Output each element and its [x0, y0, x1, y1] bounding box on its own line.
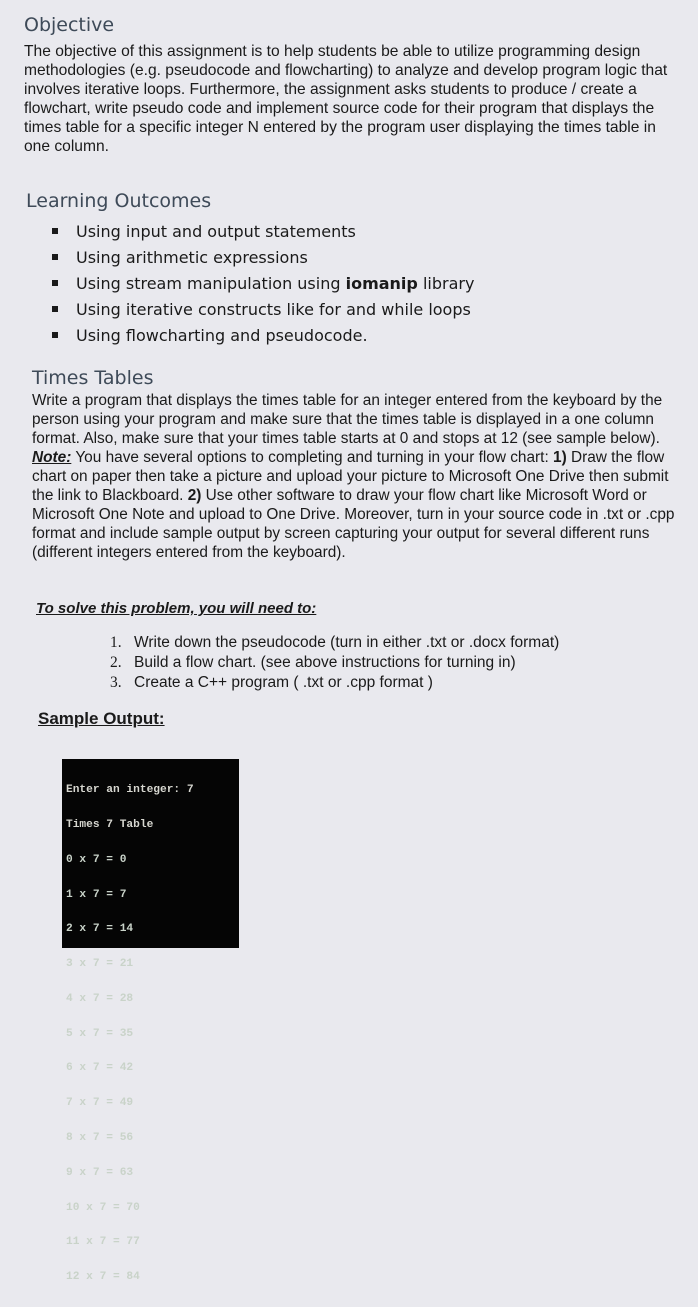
outcome-item: Using arithmetic expressions: [52, 245, 474, 271]
option-2-number: 2): [187, 487, 202, 504]
console-line: 10 x 7 = 70: [66, 1201, 140, 1214]
sample-output-heading: Sample Output:: [38, 709, 165, 728]
console-line: 7 x 7 = 49: [66, 1097, 134, 1110]
console-line: 6 x 7 = 42: [66, 1062, 134, 1075]
solve-steps-list: [110, 633, 559, 693]
option-1-number: 1): [553, 449, 567, 466]
note-label: Note:: [32, 449, 72, 466]
bullet-square-icon: [52, 254, 58, 260]
console-line: 3 x 7 = 21: [66, 958, 134, 971]
console-line: 0 x 7 = 0: [66, 853, 127, 866]
console-line: 12 x 7 = 84: [66, 1271, 140, 1284]
console-line: 8 x 7 = 56: [66, 1132, 134, 1144]
step-item: 2. Build a flow chart. (see above instructions for turning in): [110, 654, 516, 671]
step-item: 1. Write down the pseudocode (turn in either .txt or .docx format): [110, 634, 560, 651]
console-line: Enter an integer: 7: [66, 784, 194, 797]
outcome-item: Using input and output statements: [52, 219, 474, 245]
objective-heading: Objective: [24, 14, 115, 36]
console-line: 1 x 7 = 7: [66, 888, 127, 901]
bullet-square-icon: [52, 306, 58, 312]
sample-output-console: [62, 759, 239, 1284]
learning-outcomes-heading: Learning Outcomes: [26, 190, 212, 212]
console-line: 11 x 7 = 77: [66, 1236, 140, 1249]
bullet-square-icon: [52, 280, 58, 286]
times-tables-heading: Times Tables: [32, 367, 154, 389]
times-tables-body: Write a program that displays the times table for an integer entered from the keyboard by the person using your program and make sure that the times table is displayed in a one column format. Also, make sure that your times table starts at 0 and stops at 12 (see sample below). Note: You have several options to completing and turning in your flow chart: 1) Draw the flow chart on paper then take a picture and upload your picture to Microsoft One Drive then submit the link to Blackboard. 2) Use other software to draw your flow chart like Microsoft Word or Microsoft One Note and upload to One Drive. Moreover, turn in your source code in .txt or .cpp format and include sample output by screen capturing your output for several different runs (different integers entered from the keyboard).: [32, 392, 675, 561]
outcome-item: Using flowcharting and pseudocode.: [52, 323, 474, 349]
outcome-item: Using iterative constructs like for and while loops: [52, 297, 474, 323]
console-line: Times 7 Table: [66, 818, 154, 831]
bullet-square-icon: [52, 332, 58, 338]
bullet-square-icon: [52, 228, 58, 234]
solve-heading: To solve this problem, you will need to:: [36, 600, 317, 617]
console-line: 4 x 7 = 28: [66, 992, 134, 1005]
outcome-item: Using stream manipulation using iomanip library: [52, 271, 474, 297]
step-item: 3. Create a C++ program ( .txt or .cpp format ): [110, 674, 433, 691]
objective-body: The objective of this assignment is to help students be able to utilize programming design methodologies (e.g. pseudocode and flowcharting) to analyze and develop program logic that involves iterative loops. Furthermore, the assignment asks students to produce / create a flowchart, write pseudo code and implement source code for their program that displays the times table for a specific integer N entered by the program user displaying the times table in one column.: [24, 43, 668, 155]
console-line: 2 x 7 = 14: [66, 923, 134, 936]
learning-outcomes-list: [52, 219, 474, 349]
console-line: 9 x 7 = 63: [66, 1166, 134, 1179]
console-line: 5 x 7 = 35: [66, 1027, 134, 1040]
iomanip-term: iomanip: [345, 274, 418, 293]
